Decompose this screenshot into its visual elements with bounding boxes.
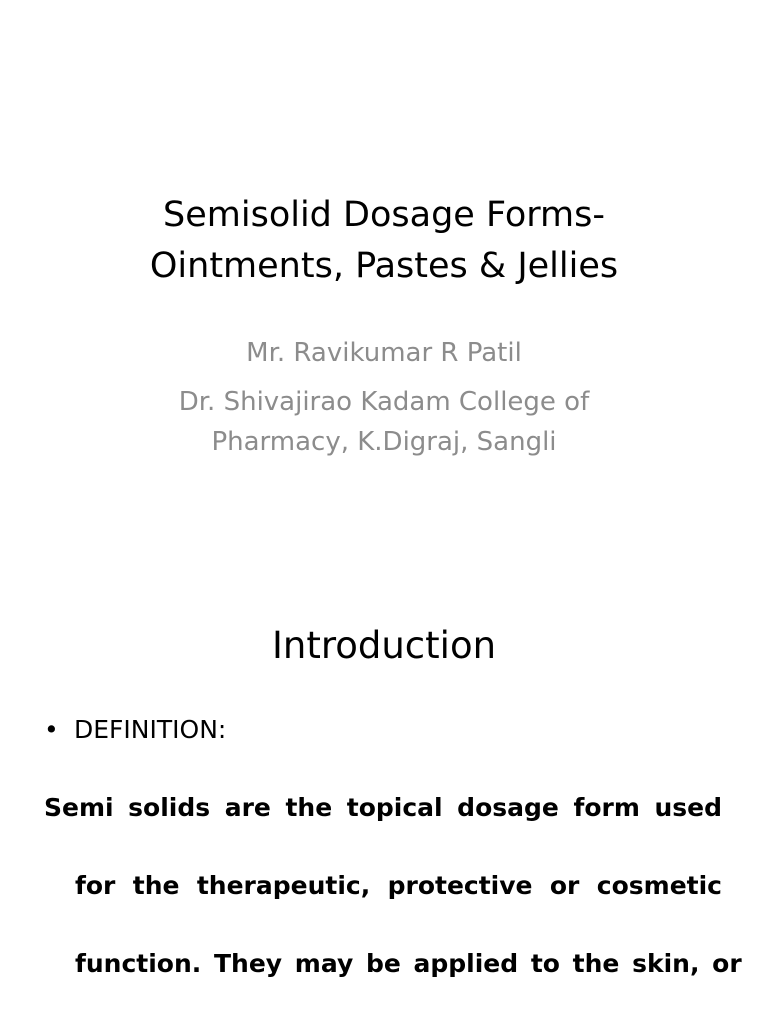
institution-line-2: Pharmacy, K.Digraj, Sangli <box>211 427 557 457</box>
slide-title-line-2: Ointments, Pastes & Jellies <box>149 246 619 286</box>
paragraph-line: for the therapeutic, protective or cosmetic <box>75 871 722 900</box>
paragraph-line: Semi solids are the topical dosage form used <box>44 793 722 822</box>
bullet-icon: • <box>44 715 59 744</box>
bullet-text: DEFINITION: <box>74 715 227 744</box>
slide-subtitle <box>60 333 708 462</box>
institution-line-1: Dr. Shivajirao Kadam College of <box>178 387 590 417</box>
introduction-slide <box>0 560 768 1024</box>
paragraph-line: function. They may be applied to the skin, or <box>75 949 742 978</box>
section-heading: Introduction <box>271 624 497 667</box>
definition-paragraph <box>44 788 742 1022</box>
slide-title-line-1: Semisolid Dosage Forms- <box>163 195 605 235</box>
slide-title <box>60 190 708 292</box>
author-name: Mr. Ravikumar R Patil <box>246 338 522 368</box>
bullet-item <box>44 712 226 748</box>
